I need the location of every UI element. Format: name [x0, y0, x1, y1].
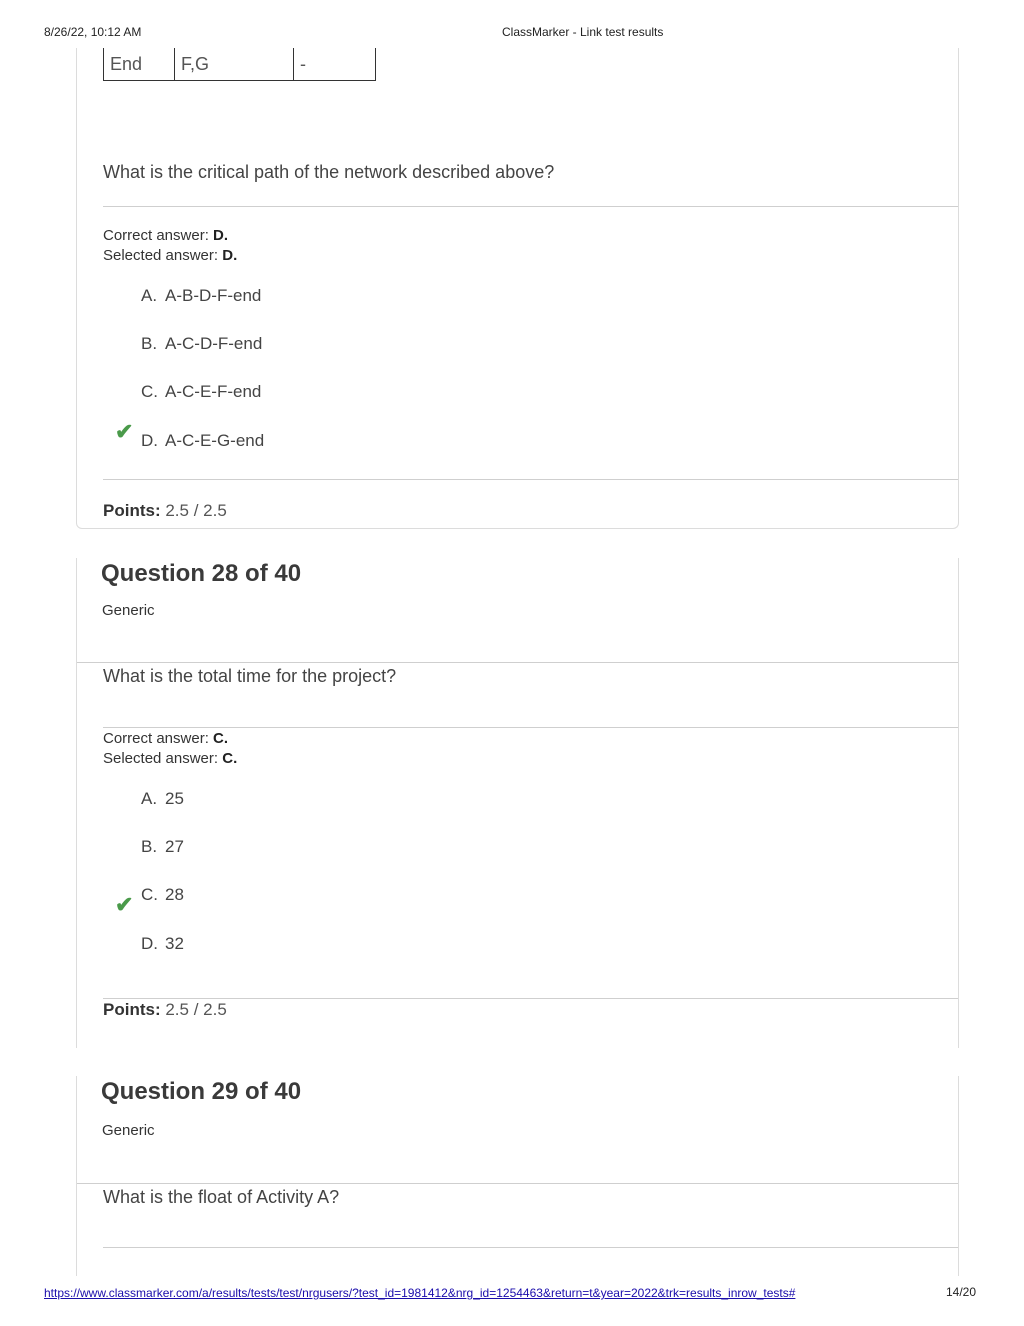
question-text: What is the float of Activity A? [103, 1187, 340, 1207]
question-title: Question 29 of 40 [101, 1078, 302, 1105]
table-cell-duration: - [294, 48, 376, 81]
points: Points: 2.5 / 2.5 [103, 1000, 227, 1019]
question-28-card [76, 558, 959, 1048]
activity-table [103, 48, 376, 81]
divider [77, 1183, 958, 1184]
question-27-card [76, 48, 959, 529]
points: Points: 2.5 / 2.5 [103, 501, 227, 520]
option-a: A. A-B-D-F-end [141, 286, 262, 305]
check-icon: ✔ [115, 419, 134, 444]
option-b: B. A-C-D-F-end [141, 334, 263, 353]
question-category: Generic [102, 1122, 155, 1139]
divider [103, 1247, 958, 1248]
divider [103, 479, 958, 480]
divider [103, 727, 958, 728]
question-29-card [76, 1076, 959, 1276]
correct-answer: Correct answer: C. [103, 730, 229, 747]
correct-answer: Correct answer: D. [103, 227, 229, 244]
option-b: B. 27 [141, 837, 184, 856]
question-category: Generic [102, 602, 155, 619]
table-cell-activity: End [104, 48, 175, 81]
print-datetime: 8/26/22, 10:12 AM [44, 25, 142, 39]
print-page-title: ClassMarker - Link test results [502, 25, 664, 39]
table-row [104, 48, 376, 81]
divider [103, 206, 958, 207]
question-title: Question 28 of 40 [101, 560, 302, 587]
option-d: D. A-C-E-G-end [141, 431, 265, 450]
question-text: What is the critical path of the network described above? [103, 162, 555, 182]
option-d: D. 32 [141, 934, 184, 953]
page-number: 14/20 [946, 1285, 977, 1299]
footer-url-link[interactable]: https://www.classmarker.com/a/results/tests/test/nrgusers/?test_id=1981412&nrg_id=1254463&return=t&year=2022&trk=results_inrow_tests# [44, 1286, 796, 1300]
divider [103, 998, 958, 999]
check-icon: ✔ [115, 892, 134, 917]
selected-answer: Selected answer: D. [103, 247, 238, 264]
option-c: C. 28 [141, 885, 184, 904]
option-a: A. 25 [141, 789, 184, 808]
question-text: What is the total time for the project? [103, 666, 397, 686]
table-cell-predecessors: F,G [175, 48, 294, 81]
option-c: C. A-C-E-F-end [141, 382, 262, 401]
divider [77, 662, 958, 663]
selected-answer: Selected answer: C. [103, 750, 238, 767]
